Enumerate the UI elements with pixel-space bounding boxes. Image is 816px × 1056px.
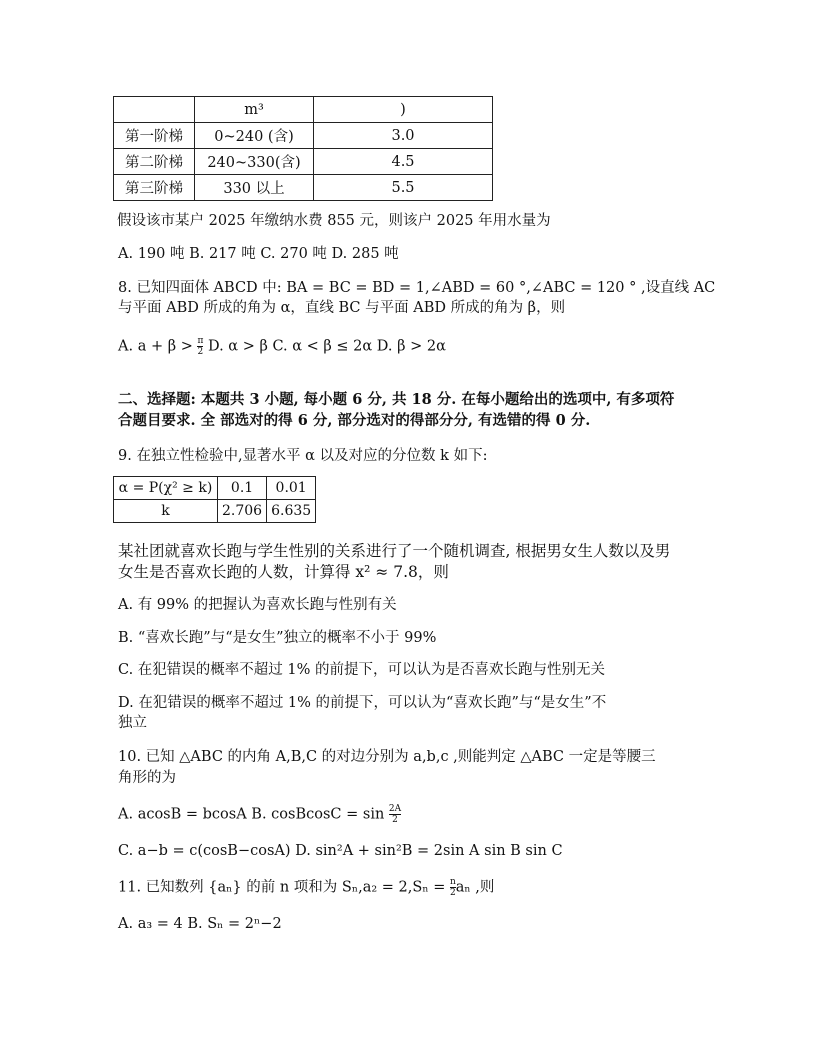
table-row xyxy=(114,123,493,149)
table-cell: ) xyxy=(314,97,493,123)
critical-value-table xyxy=(113,476,316,523)
question-9-option-d-line-2: 独立 xyxy=(118,715,147,731)
question-8-line-1: 8. 已知四面体 ABCD 中: BA = BC = BD = 1,∠ABD = 60 °,∠ABC = 120 ° ,设直线 AC xyxy=(118,280,716,296)
table-row xyxy=(114,149,493,175)
options-ab-text: A. acosB = bcosA B. cosBcosC = sin xyxy=(118,806,389,823)
table-row xyxy=(114,477,316,500)
fraction-denominator: 2 xyxy=(389,814,401,825)
table-cell: k xyxy=(114,500,218,523)
question-9-option-b: B. “喜欢长跑”与“是女生”独立的概率不小于 99% xyxy=(118,630,437,646)
table-cell xyxy=(114,97,195,123)
fraction-denominator: 2 xyxy=(450,888,456,898)
table-cell: 第三阶梯 xyxy=(114,175,195,201)
question-11-options: A. a₃ = 4 B. Sₙ = 2ⁿ−2 xyxy=(118,916,282,932)
question-9-option-c: C. 在犯错误的概率不超过 1% 的前提下，可以认为是否喜欢长跑与性别无关 xyxy=(118,662,606,678)
table-cell: α = P(χ² ≥ k) xyxy=(114,477,218,500)
option-a: A. a + β > xyxy=(118,338,198,355)
question-11-text-end: aₙ ,则 xyxy=(455,879,495,896)
fraction-numerator: 2A xyxy=(388,804,402,814)
question-10-options-cd: C. a−b = c(cosB−cosA) D. sin²A + sin²B = 2sin A sin B sin C xyxy=(118,843,563,859)
options-rest: D. α > β C. α < β ≤ 2α D. β > 2α xyxy=(203,338,446,355)
question-9-option-d-line-1: D. 在犯错误的概率不超过 1% 的前提下，可以认为“喜欢长跑”与“是女生”不 xyxy=(118,695,607,711)
table-cell: m³ xyxy=(195,97,314,123)
table-cell: 240~330(含) xyxy=(195,149,314,175)
table-row xyxy=(114,97,493,123)
question-10-line-2: 角形的为 xyxy=(118,770,176,786)
question-10-line-1: 10. 已知 △ABC 的内角 A,B,C 的对边分别为 a,b,c ,则能判定 △ABC 一定是等腰三 xyxy=(118,749,656,765)
table-cell: 第一阶梯 xyxy=(114,123,195,149)
table-cell: 3.0 xyxy=(314,123,493,149)
table-row xyxy=(114,500,316,523)
question-9-intro: 9. 在独立性检验中,显著水平 α 以及对应的分位数 k 如下: xyxy=(118,448,488,464)
table-cell: 6.635 xyxy=(267,500,316,523)
water-price-table xyxy=(113,96,493,201)
table-cell: 330 以上 xyxy=(195,175,314,201)
question-11-text: 11. 已知数列 {aₙ} 的前 n 项和为 Sₙ,a₂ = 2,Sₙ = xyxy=(118,879,450,896)
question-11-line xyxy=(118,877,494,898)
question-10-options-ab xyxy=(118,804,401,825)
question-9-option-a: A. 有 99% 的把握认为喜欢长跑与性别有关 xyxy=(118,597,397,613)
table-cell: 0.1 xyxy=(218,477,267,500)
table-row xyxy=(114,175,493,201)
question-7-options: A. 190 吨 B. 217 吨 C. 270 吨 D. 285 吨 xyxy=(118,246,399,262)
question-9-para-1: 某社团就喜欢长跑与学生性别的关系进行了一个随机调查, 根据男女生人数以及男 xyxy=(118,542,671,560)
table-cell: 0~240 (含) xyxy=(195,123,314,149)
table-cell: 0.01 xyxy=(267,477,316,500)
question-7-text: 假设该市某户 2025 年缴纳水费 855 元，则该户 2025 年用水量为 xyxy=(117,213,551,229)
section-2-heading-line-2: 合题目要求. 全 部选对的得 6 分, 部分选对的得部分分, 有选错的得 0 分. xyxy=(118,412,591,429)
question-8-options xyxy=(118,336,446,357)
fraction xyxy=(389,804,401,825)
fraction-numerator: π xyxy=(197,336,204,346)
question-8-line-2: 与平面 ABD 所成的角为 α，直线 BC 与平面 ABD 所成的角为 β，则 xyxy=(118,300,566,316)
fraction-denominator: 2 xyxy=(197,347,204,357)
table-cell: 4.5 xyxy=(314,149,493,175)
table-cell: 第二阶梯 xyxy=(114,149,195,175)
question-9-para-2: 女生是否喜欢长跑的人数，计算得 x² ≈ 7.8，则 xyxy=(118,563,449,581)
table-cell: 5.5 xyxy=(314,175,493,201)
section-2-heading-line-1: 二、选择题: 本题共 3 小题, 每小题 6 分, 共 18 分. 在每小题给出的选项中, 有多项符 xyxy=(118,391,675,408)
table-cell: 2.706 xyxy=(218,500,267,523)
fraction-numerator: n xyxy=(449,877,456,887)
